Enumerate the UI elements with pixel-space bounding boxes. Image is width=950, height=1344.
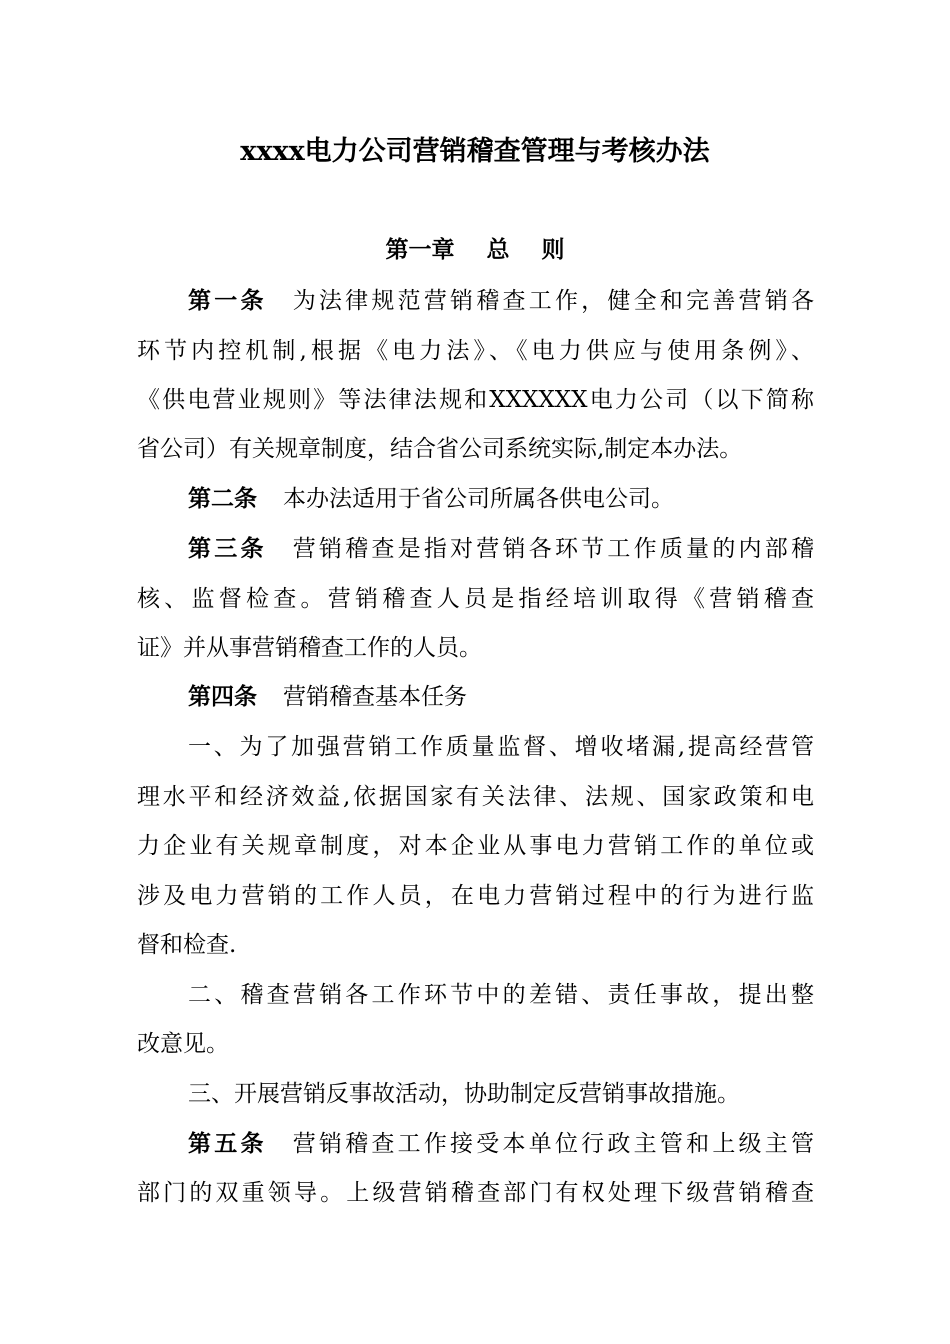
- line-text: 督和检查.: [137, 932, 237, 958]
- line-text: 理水平和经济效益,依据国家有关法律、法规、国家政策和电: [137, 784, 814, 810]
- article-3-line-1: [188, 529, 814, 569]
- article-1-line-1: [188, 281, 814, 321]
- article-5-line-2: [137, 1173, 814, 1213]
- article-4-item-2-line-1: [188, 975, 814, 1015]
- line-text: 营销稽查工作接受本单位行政主管和上级主管: [292, 1131, 814, 1157]
- line-text: 本办法适用于省公司所属各供电公司。: [283, 486, 674, 512]
- line-text: 一、为了加强营销工作质量监督、增收堵漏,提高经营管: [188, 734, 814, 760]
- article-4-item-2-line-2: [137, 1024, 814, 1064]
- line-text: 核、监督检查。营销稽查人员是指经培训取得《营销稽查: [137, 586, 814, 612]
- line-text: 改意见。: [137, 1031, 229, 1057]
- line-text: 部门的双重领导。上级营销稽查部门有权处理下级营销稽查: [137, 1180, 814, 1206]
- article-label: 第二条: [188, 485, 257, 512]
- article-label: 第四条: [188, 683, 257, 710]
- line-text: 省公司）有关规章制度，结合省公司系统实际,制定本办法。: [137, 436, 743, 462]
- article-4-item-1-line-2: [137, 777, 814, 817]
- line-text: 《供电营业规则》等法律法规和XXXXXX电力公司（以下简称: [137, 387, 814, 413]
- article-4-line-1: [188, 677, 814, 717]
- article-4-item-1-line-3: [137, 826, 814, 866]
- article-3-line-3: [137, 628, 814, 668]
- article-3-line-2: [137, 579, 814, 619]
- line-text: 证》并从事营销稽查工作的人员。: [137, 635, 482, 661]
- line-text: 营销稽查基本任务: [283, 684, 467, 710]
- line-text: 涉及电力营销的工作人员，在电力营销过程中的行为进行监: [137, 883, 814, 909]
- line-text: 环节内控机制,根据《电力法》、《电力供应与使用条例》、: [137, 338, 814, 364]
- article-2-line-1: [188, 479, 814, 519]
- article-4-item-3-line-1: [188, 1074, 814, 1114]
- article-label: 第三条: [188, 535, 267, 562]
- chapter-heading: 第一章 总 则: [385, 236, 565, 263]
- line-text: 为法律规范营销稽查工作，健全和完善营销各: [292, 288, 814, 314]
- article-1-line-4: [137, 429, 814, 469]
- article-label: 第一条: [188, 287, 267, 314]
- article-4-item-1-line-5: [137, 925, 814, 965]
- line-text: 三、开展营销反事故活动，协助制定反营销事故措施。: [188, 1081, 740, 1107]
- line-text: 营销稽查是指对营销各环节工作质量的内部稽: [292, 536, 814, 562]
- article-1-line-3: [137, 380, 814, 420]
- article-4-item-1-line-1: [188, 727, 814, 767]
- line-text: 二、稽查营销各工作环节中的差错、责任事故，提出整: [188, 982, 814, 1008]
- article-4-item-1-line-4: [137, 876, 814, 916]
- document-title: xxxx电力公司营销稽查管理与考核办法: [240, 136, 710, 167]
- line-text: 力企业有关规章制度，对本企业从事电力营销工作的单位或: [137, 833, 814, 859]
- article-1-line-2: [137, 331, 814, 371]
- article-label: 第五条: [188, 1130, 267, 1157]
- article-5-line-1: [188, 1124, 814, 1164]
